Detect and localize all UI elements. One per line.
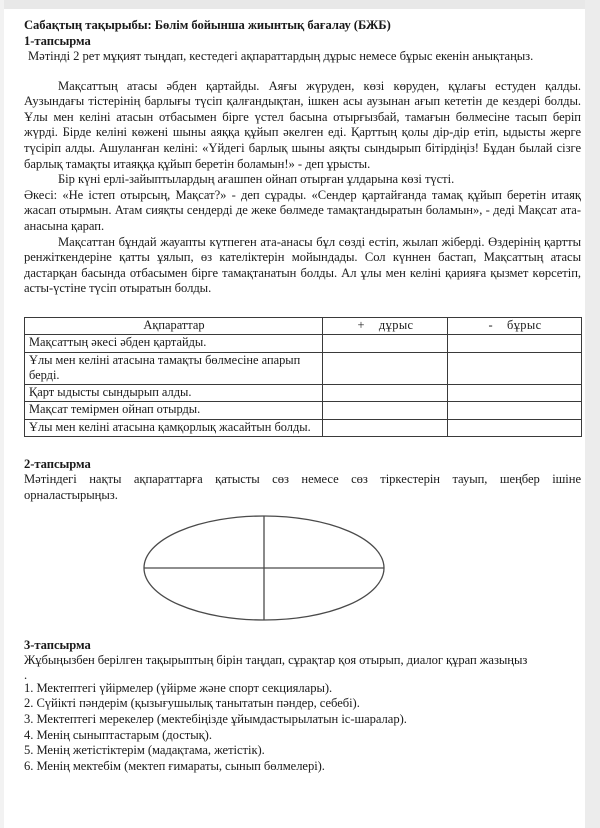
- table-body: [25, 335, 582, 437]
- list-item: 6. Менің мектебім (мектеп ғимараты, сынып бөлмелері).: [24, 758, 325, 773]
- task1-story-paragraph-1: Мақсаттың атасы әбден қартайды. Аяғы жүруден, көзі көруден, құлағы естуден қалды. Аузындағы тістерінің барлығы түсіп қалғандықтан, ішкен асы аузынан ағып кететін де кездері болды. Ұлы мен келіні атасын отбасымен бірге үстел басына отырғызбай, тамағын бөлмесіне тасып беріп жүрді. Бірде келіні көжені шыны аяққа құйып әкелген еді. Қарттың қолы дір-дір етіп, ыдысты жерге түсіріп алды. Ашуланған келіні: «Үйдегі барлық шыны аяқты сындырып бітірдіңіз! Бұдан былай сізге барлық тамақты итаяққа құйып беретін боламын!» - деп ұрысты.: [24, 78, 581, 171]
- table-cell-information: Қарт ыдысты сындырып алды.: [25, 385, 323, 402]
- table-cell-true-answer[interactable]: [323, 385, 448, 402]
- table-cell-information: Ұлы мен келіні атасына тамақты бөлмесіне апарып берді.: [25, 352, 323, 385]
- table-cell-true-answer[interactable]: [323, 352, 448, 385]
- task2-diagram-area: [24, 512, 581, 630]
- list-item: 4. Менің сыныптастарым (достық).: [24, 727, 212, 742]
- table-cell-information: Ұлы мен келіні атасына қамқорлық жасайтын болды.: [25, 419, 323, 436]
- table-header-false-label: бұрыс: [507, 317, 542, 332]
- table-cell-false-answer[interactable]: [448, 385, 582, 402]
- table-cell-true-answer[interactable]: [323, 419, 448, 436]
- task1-story-paragraph-4: Мақсаттан бұндай жауапты күтпеген ата-анасы бұл сөзді естіп, жылап жіберді. Өздерінің қартты ренжіткендеріне қатты ұялып, өз кателіктерін мойындады. Сол күннен бастап, Мақсаттың атасы дастарқан басында отбасымен бірге тамақтанатын болды. Ал ұлы мен келіні қарияға қызмет көрсетіп, асты-үстіне түсіп отыратын болды.: [24, 234, 581, 296]
- table-header-true: [323, 317, 448, 334]
- list-item: 1. Мектептегі үйірмелер (үйірме және спорт секциялары).: [24, 680, 333, 695]
- table-cell-true-answer[interactable]: [323, 402, 448, 419]
- table-cell-false-answer[interactable]: [448, 335, 582, 352]
- table-cell-true-answer[interactable]: [323, 335, 448, 352]
- scan-edge-top: [0, 0, 600, 9]
- ellipse-cross-diagram[interactable]: [134, 512, 394, 627]
- document-content: [24, 18, 581, 774]
- table-header-true-label: дұрыс: [378, 317, 414, 332]
- task2-label: 2-тапсырма: [24, 456, 91, 471]
- list-item: 3. Мектептегі мерекелер (мектебіңізде ұйымдастырылатын іс-шаралар).: [24, 711, 407, 726]
- table-header-false: [448, 317, 582, 334]
- task1-label: 1-тапсырма: [24, 33, 91, 48]
- true-false-table: [24, 317, 582, 437]
- task3-instruction: Жұбыңызбен берілген тақырыптың бірін таңдап, сұрақтар қоя отырып, диалог құрап жазыңыз: [24, 653, 528, 668]
- table-row: [25, 335, 582, 352]
- task3-label: 3-тапсырма: [24, 637, 91, 652]
- lesson-topic-heading: Сабақтың тақырыбы: Бөлім бойынша жиынтық бағалау (БЖБ): [24, 18, 391, 32]
- table-cell-false-answer[interactable]: [448, 352, 582, 385]
- table-row: [25, 352, 582, 385]
- table-header-row: [25, 317, 582, 334]
- minus-sign-icon: -: [488, 317, 493, 332]
- table-cell-false-answer[interactable]: [448, 402, 582, 419]
- table-row: [25, 385, 582, 402]
- table-cell-information: Мақсаттың әкесі әбден қартайды.: [25, 335, 323, 352]
- task1-instruction: Мәтінді 2 рет мұқият тыңдап, кестедегі ақпараттардың дұрыс немесе бұрыс екенін анықтаңыз.: [28, 49, 534, 63]
- task1-story-paragraph-2: Бір күні ерлі-зайыптылардың ағашпен ойнап отырған ұлдарына көзі түсті.: [58, 172, 455, 187]
- task2-instruction: Мәтіндегі нақты ақпараттарға қатысты сөз немесе сөз тіркестерін тауып, шеңбер ішіне орналастырыңыз.: [24, 472, 581, 503]
- task3-stray-period: .: [24, 667, 28, 682]
- table-row: [25, 419, 582, 436]
- list-item: 2. Сүйікті пәндерім (қызығушылық танытатын пәндер, себебі).: [24, 696, 360, 711]
- plus-sign-icon: +: [357, 317, 365, 332]
- table-cell-information: Мақсат темірмен ойнап отырды.: [25, 402, 323, 419]
- table-row: [25, 402, 582, 419]
- paper-sheet: [4, 9, 585, 828]
- list-item: 5. Менің жетістіктерім (мадақтама, жетістік).: [24, 743, 265, 758]
- task1-story-paragraph-3: Әкесі: «Не істеп отырсың, Мақсат?» - деп сұрады. «Сендер қартайғанда тамақ құйып беретін итаяқ жасап отырмын. Атам сияқты сендерді де жеке бөлмеде тамақтандыратын боламын», - деді Мақсат ата-анасына қарап.: [24, 187, 581, 233]
- table-header-information: Ақпараттар: [25, 317, 323, 334]
- table-cell-false-answer[interactable]: [448, 419, 582, 436]
- scan-edge-right: [585, 0, 600, 828]
